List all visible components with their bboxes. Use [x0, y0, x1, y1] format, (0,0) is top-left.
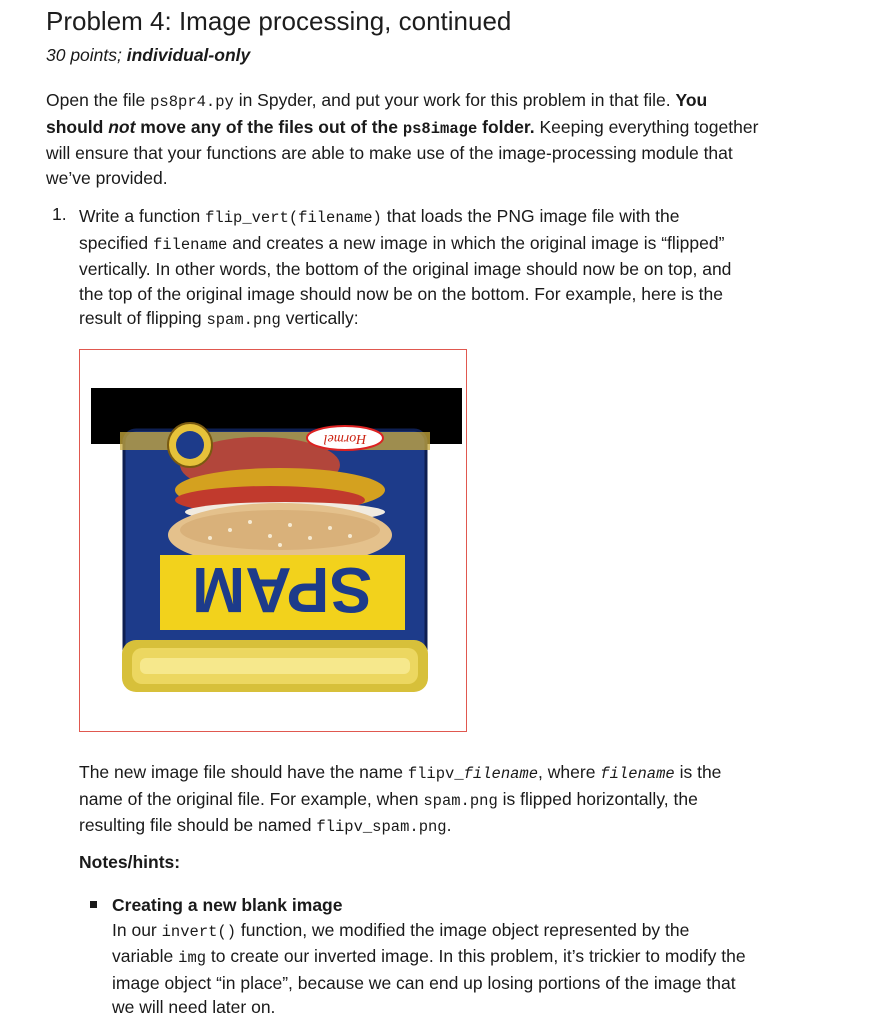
result-filename-code: flipv_spam.png	[316, 818, 447, 836]
file-code: ps8pr4.py	[150, 93, 234, 111]
spam-brand-text: SPAM	[191, 554, 373, 626]
intro-paragraph: Open the file ps8pr4.py in Spyder, and put your work for this problem in that file. You should not move any of the files out of the ps8image folder. Keeping everything together will ensure that your functions are able to make use of the image-processing module that we’ve provided.	[46, 90, 759, 188]
img-code: img	[178, 949, 207, 967]
hint-item: Creating a new blank image In our invert() function, we modified the image object represented by the variable img to create our inverted image. In this problem, it’s trickier to modify the image object “in place”, because we can end up losing portions of the image that we will need later on.	[112, 893, 842, 1020]
bullet-marker	[90, 901, 97, 908]
flipped-spam-figure	[79, 349, 467, 732]
function-signature-code: flip_vert(filename)	[205, 209, 382, 227]
spam-png-code: spam.png	[206, 311, 281, 329]
hint-title: Creating a new blank image	[112, 895, 343, 915]
output-name-code: flipv_filename	[407, 765, 539, 783]
flipped-spam-image	[80, 350, 465, 730]
naming-paragraph: The new image file should have the name flipv_filename, where filename is the name of the original file. For example, when spam.png is flipped horizontally, the resulting file should be named flipv_spam.png.	[79, 762, 722, 836]
list-number: 1.	[52, 204, 67, 224]
notes-heading: Notes/hints:	[79, 852, 181, 872]
mode-text: individual-only	[126, 45, 251, 65]
folder-code: ps8image	[402, 119, 478, 138]
points-text: 30 points;	[46, 45, 127, 65]
hormel-text: Hormel	[323, 431, 367, 446]
list-item-1: Write a function flip_vert(filename) that loads the PNG image file with the specified filename and creates a new image in which the original image is “flipped” vertically. In other words, the bottom of the original image should now be on top, and the top of the original image should now be on the bottom. For example, here is the result of flipping spam.png vertically:	[79, 206, 732, 329]
points-subtitle	[46, 45, 250, 66]
invert-code: invert()	[161, 922, 237, 941]
filename-code: filename	[152, 235, 228, 254]
problem-heading: Problem 4: Image processing, continued	[46, 6, 512, 36]
